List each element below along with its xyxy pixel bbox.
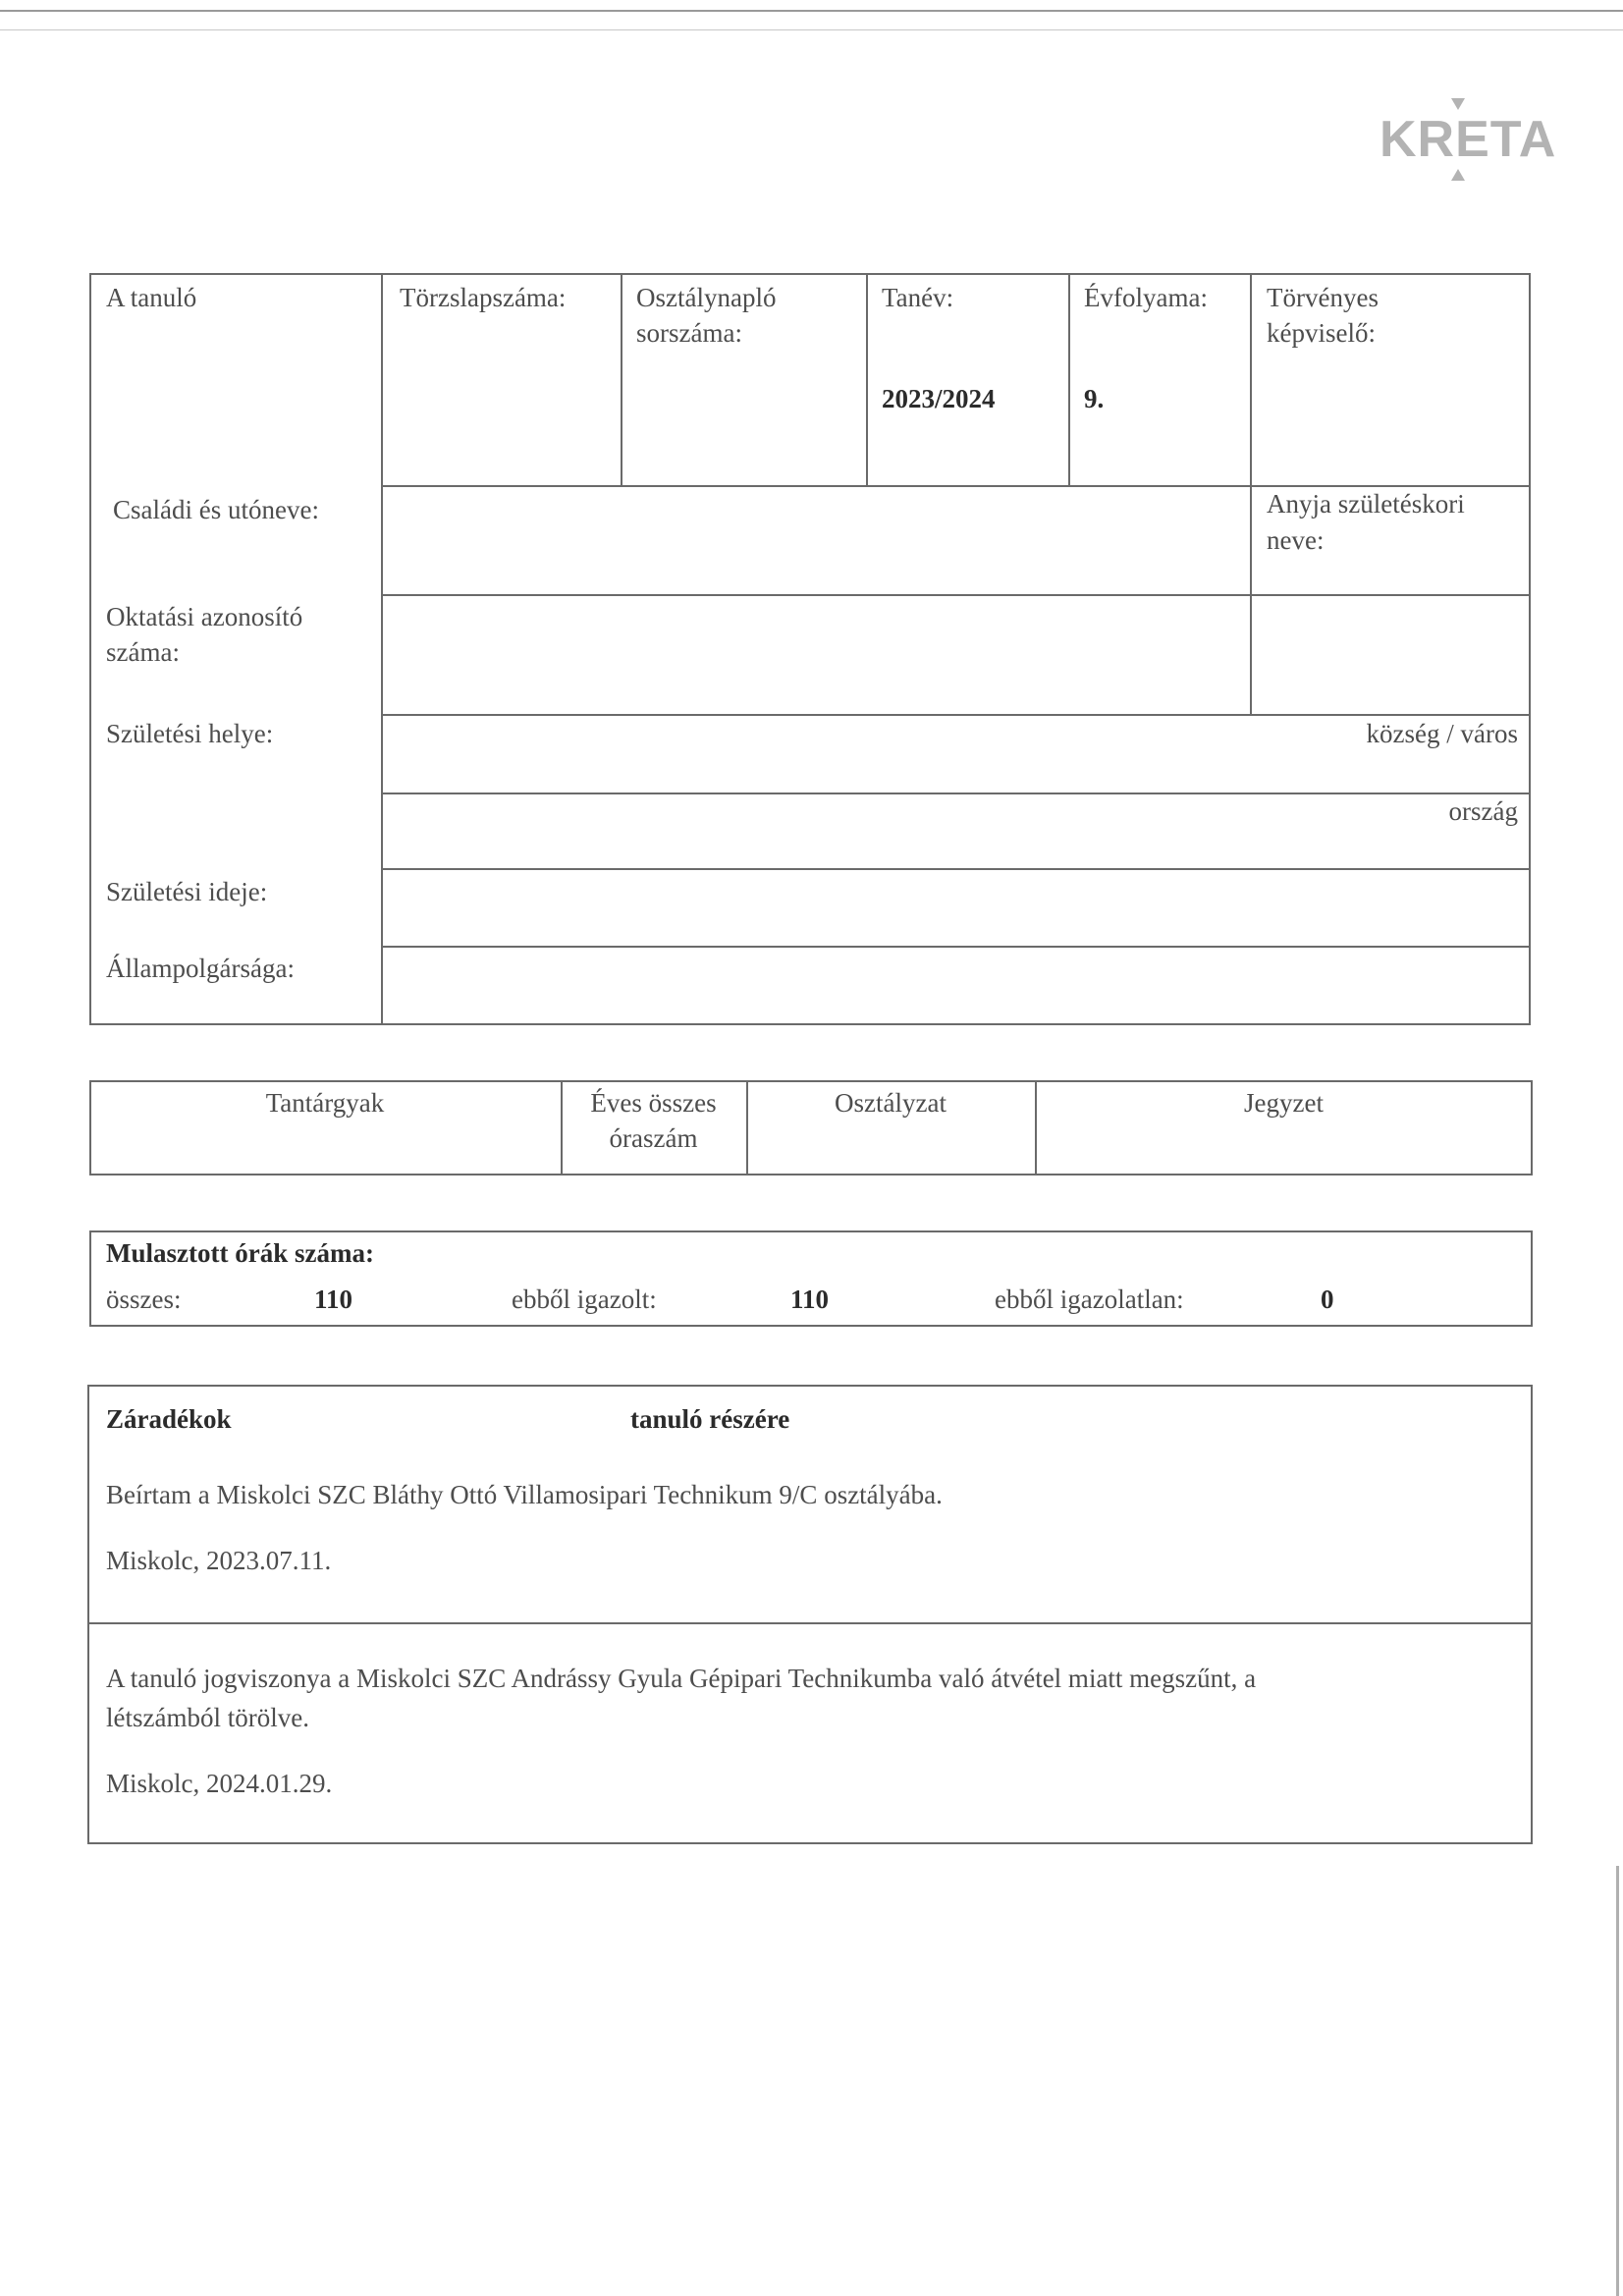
- kreta-logo: [1380, 98, 1557, 187]
- label-kozseg-varos: község / város: [1366, 719, 1518, 748]
- label-oktatasi-line2: száma:: [106, 637, 180, 667]
- col-oraszam-line2: óraszám: [609, 1123, 698, 1153]
- divider: [1068, 273, 1070, 486]
- tanev-value: 2023/2024: [882, 384, 996, 413]
- label-oktatasi-line1: Oktatási azonosító: [106, 602, 303, 631]
- header-kepviselo-line1: Törvényes: [1267, 283, 1379, 312]
- absences-unjustified-value: 0: [1321, 1285, 1334, 1314]
- clauses-subtitle: tanuló részére: [630, 1404, 790, 1434]
- col-tantargyak: Tantárgyak: [265, 1088, 385, 1118]
- clause-1-date: Miskolc, 2023.07.11.: [106, 1546, 332, 1575]
- absences-total-label: összes:: [106, 1285, 182, 1314]
- clauses-title: Záradékok: [106, 1404, 232, 1434]
- evfolyam-value: 9.: [1084, 384, 1105, 413]
- divider: [866, 273, 868, 486]
- divider: [381, 946, 1531, 948]
- header-naplo-line2: sorszáma:: [636, 318, 742, 348]
- header-tanulo: A tanuló: [106, 283, 197, 312]
- label-csaladi-nev: Családi és utóneve:: [113, 495, 319, 524]
- divider: [381, 868, 1531, 870]
- absences-unjustified-label: ebből igazolatlan:: [995, 1285, 1184, 1314]
- divider: [381, 273, 383, 1025]
- absences-title: Mulasztott órák száma:: [106, 1238, 374, 1268]
- divider: [87, 1622, 1533, 1624]
- absences-justified-label: ebből igazolt:: [512, 1285, 657, 1314]
- header-kepviselo-line2: képviselő:: [1267, 318, 1376, 348]
- absences-total-value: 110: [314, 1285, 353, 1314]
- col-jegyzet: Jegyzet: [1244, 1088, 1324, 1118]
- clause-2-date: Miskolc, 2024.01.29.: [106, 1769, 333, 1798]
- clause-1-text: Beírtam a Miskolci SZC Bláthy Ottó Villamosipari Technikum 9/C osztályába.: [106, 1480, 943, 1509]
- header-naplo-line1: Osztálynapló: [636, 283, 777, 312]
- col-oraszam-line1: Éves összes: [590, 1088, 717, 1118]
- scan-edge-line: [1616, 1866, 1619, 2296]
- header-torzslapszam: Törzslapszáma:: [400, 283, 567, 312]
- clause-2-text-line1: A tanuló jogviszonya a Miskolci SZC Andrássy Gyula Gépipari Technikumba való átvétel miatt megszűnt, a: [106, 1664, 1257, 1693]
- logo-arrow-icon: [1451, 98, 1465, 110]
- label-anyja-line2: neve:: [1267, 525, 1325, 555]
- col-osztalyzat: Osztályzat: [835, 1088, 947, 1118]
- divider: [381, 594, 1531, 596]
- divider: [1250, 273, 1252, 715]
- label-orszag: ország: [1448, 796, 1518, 826]
- absences-justified-value: 110: [790, 1285, 830, 1314]
- logo-text: KRETA: [1380, 111, 1557, 168]
- scan-edge-line: [0, 29, 1623, 30]
- divider: [621, 273, 622, 486]
- logo-arrow-icon: [1451, 169, 1465, 181]
- scan-edge-line: [0, 10, 1623, 12]
- label-allampolgarsag: Állampolgársága:: [106, 954, 295, 983]
- header-tanev: Tanév:: [882, 283, 954, 312]
- clause-2-text-line2: létszámból törölve.: [106, 1703, 309, 1732]
- student-table-frame: [89, 273, 1531, 1025]
- header-evfolyam: Évfolyama:: [1084, 283, 1208, 312]
- label-szuletesi-hely: Születési helye:: [106, 719, 274, 748]
- label-anyja-line1: Anyja születéskori: [1267, 489, 1465, 519]
- label-szuletesi-ido: Születési ideje:: [106, 877, 268, 906]
